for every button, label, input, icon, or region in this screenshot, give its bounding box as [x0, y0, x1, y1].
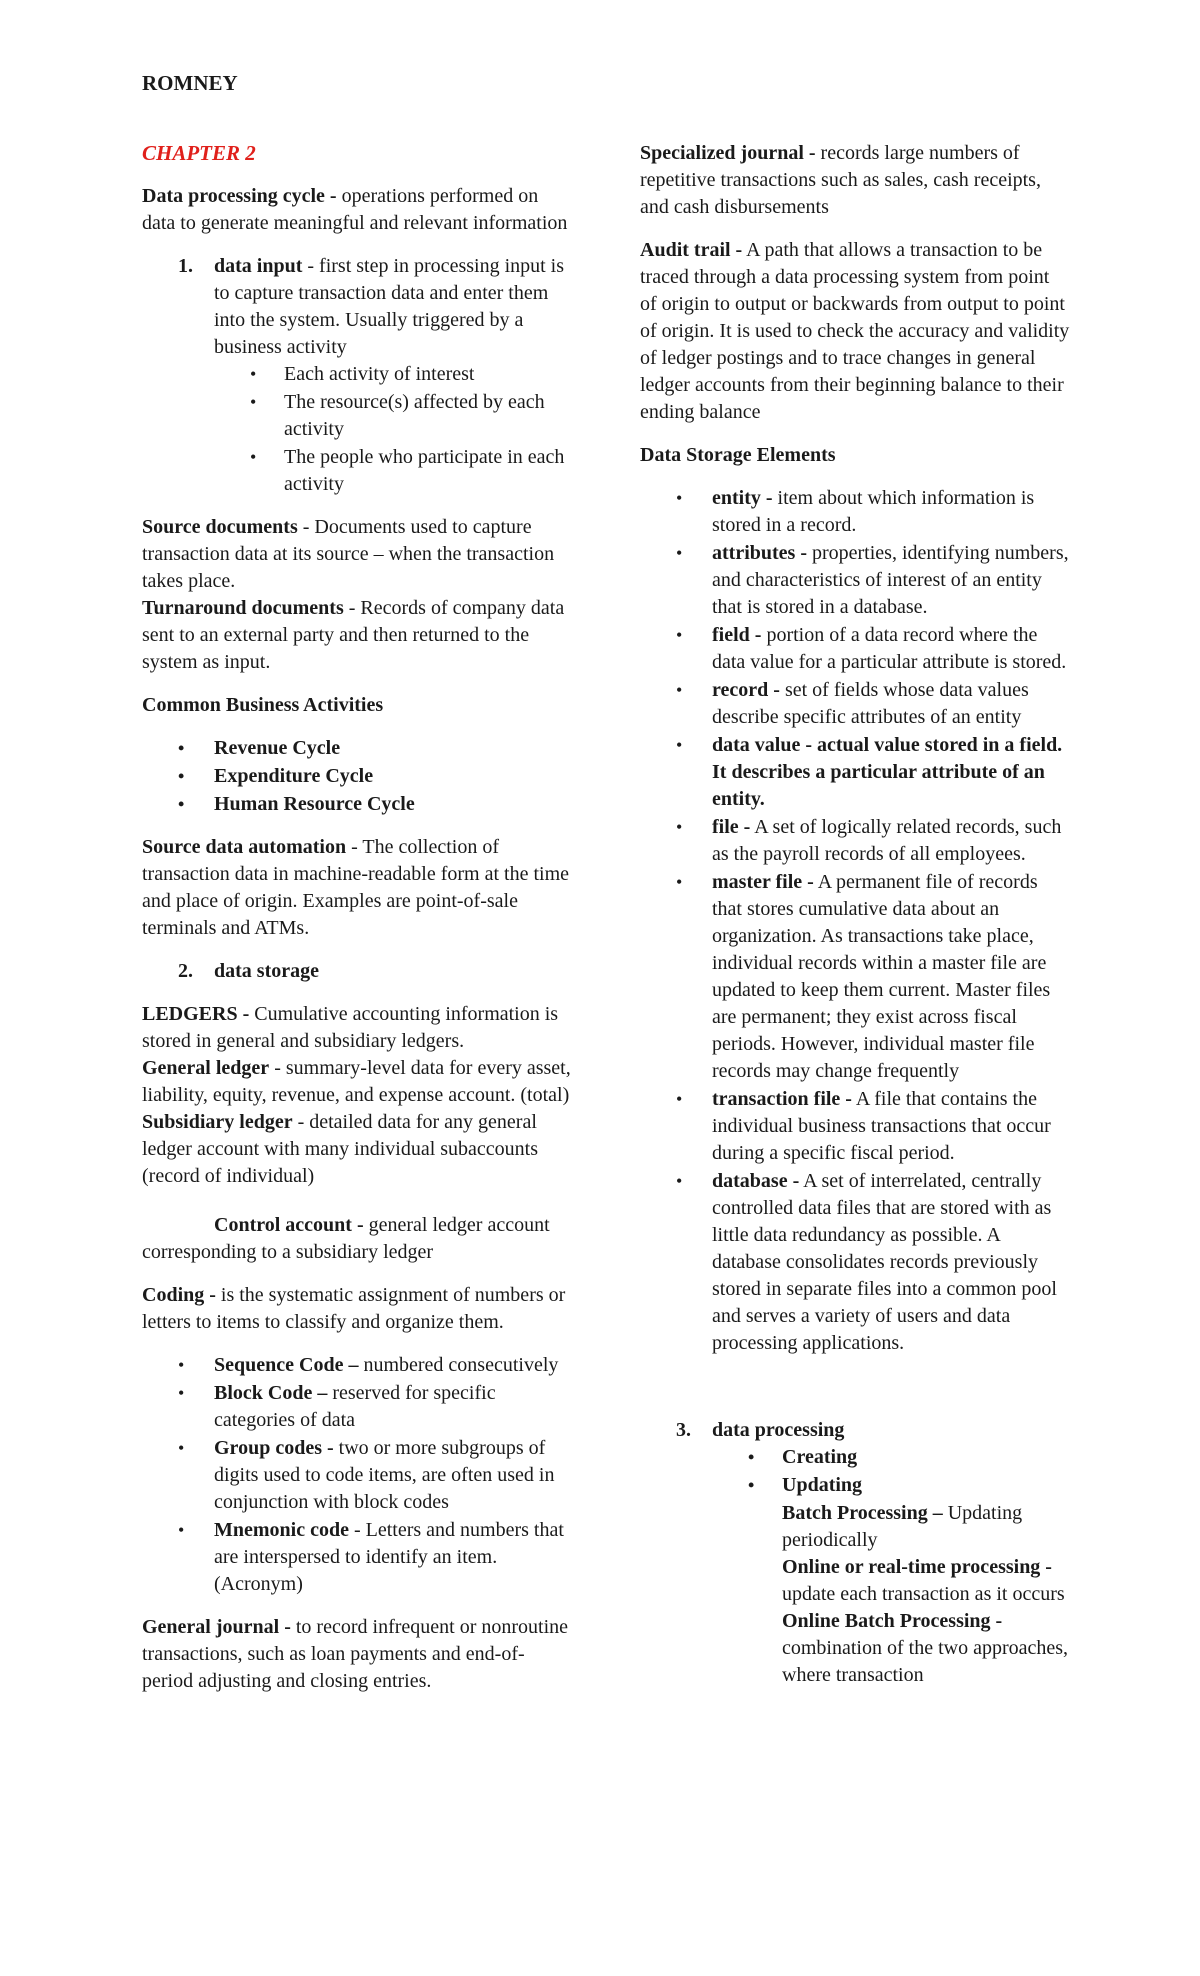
list-item: • attributes - properties, identifying numbers, and characteristics of interest of an entity that is stored in a database.	[640, 540, 1070, 621]
definition-subsidiary-ledger: Subsidiary ledger - detailed data for any general ledger account with many individual subaccounts (record of individual)	[142, 1111, 539, 1187]
left-column	[142, 140, 572, 1711]
list-item: • Each activity of interest	[142, 361, 572, 388]
list-item: • Human Resource Cycle	[142, 791, 572, 818]
list-item: • The people who participate in each activity	[142, 444, 572, 498]
page-header: ROMNEY	[142, 71, 238, 95]
list-item: • Mnemonic code - Letters and numbers that are interspersed to identify an item. (Acronym)	[142, 1517, 572, 1598]
list-item: • data value - actual value stored in a field. It describes a particular attribute of an entity.	[640, 732, 1070, 813]
definition-specialized-journal: Specialized journal - records large numbers of repetitive transactions such as sales, cash receipts, and cash disbursements	[640, 142, 1041, 218]
definition-general-ledger: General ledger - summary-level data for every asset, liability, equity, revenue, and expense account. (total)	[142, 1057, 571, 1106]
list-item: • master file - A permanent file of records that stores cumulative data about an organization. As transactions take place, individual records within a master file are updated to keep them current. Master files are permanent; they exist across fiscal periods. However, individual master file records may change frequently	[640, 869, 1070, 1085]
heading-data-storage-elements: Data Storage Elements	[640, 444, 836, 466]
definition-turnaround-documents: Turnaround documents - Records of company data sent to an external party and then returned to the system as input.	[142, 597, 565, 673]
list-item: • database - A set of interrelated, centrally controlled data files that are stored with as little data redundancy as possible. A database consolidates records previously stored in separate files into a common pool and serves a variety of users and data processing applications.	[640, 1168, 1070, 1357]
definition-audit-trail: Audit trail - A path that allows a transaction to be traced through a data processing system from point of origin to output or backwards from output to point of origin. It is used to check the accuracy and validity of ledger postings and to trace changes in general ledger accounts from their beginning balance to their ending balance	[640, 239, 1070, 423]
definition-general-journal: General journal - to record infrequent or nonroutine transactions, such as loan payments and end-of-period adjusting and closing entries.	[142, 1616, 569, 1692]
list-item: • Revenue Cycle	[142, 735, 572, 762]
definition-data-processing-cycle: Data processing cycle - operations performed on data to generate meaningful and relevant information	[142, 185, 568, 234]
heading-common-business-activities: Common Business Activities	[142, 694, 384, 716]
list-item: • Sequence Code – numbered consecutively	[142, 1352, 572, 1379]
right-column	[640, 140, 1070, 1689]
definition-source-documents: Source documents - Documents used to capture transaction data at its source – when the transaction takes place.	[142, 516, 555, 592]
definition-control-account: Control account - general ledger account corresponding to a subsidiary ledger	[142, 1214, 550, 1263]
definition-source-data-automation: Source data automation - The collection of transaction data in machine-readable form at the time and place of origin. Examples are point-of-sale terminals and ATMs.	[142, 836, 570, 939]
list-item: • transaction file - A file that contains the individual business transactions that occur during a specific fiscal period.	[640, 1086, 1070, 1167]
list-item: • Group codes - two or more subgroups of digits used to code items, are often used in conjunction with block codes	[142, 1435, 572, 1516]
list-item: • Creating	[640, 1444, 1070, 1471]
definition-batch-processing: Batch Processing – Updating periodically	[782, 1502, 1023, 1551]
list-item: • record - set of fields whose data values describe specific attributes of an entity	[640, 677, 1070, 731]
code-types-list	[142, 1352, 572, 1598]
data-input-bullet-list	[142, 361, 572, 498]
numbered-item-data-input: 1. data input - first step in processing input is to capture transaction data and enter them into the system. Usually triggered by a business activity	[178, 255, 565, 358]
definition-online-batch-processing: Online Batch Processing - combination of the two approaches, where transaction	[782, 1610, 1069, 1686]
definition-coding: Coding - is the systematic assignment of numbers or letters to items to classify and organize them.	[142, 1284, 566, 1333]
definition-online-processing: Online or real-time processing - update each transaction as it occurs	[782, 1556, 1065, 1605]
data-processing-bullet-list	[640, 1444, 1070, 1499]
list-item: • Block Code – reserved for specific categories of data	[142, 1380, 572, 1434]
definition-ledgers: LEDGERS - Cumulative accounting information is stored in general and subsidiary ledgers.	[142, 1003, 559, 1052]
business-activities-list	[142, 735, 572, 818]
list-item: • Updating	[640, 1472, 1070, 1499]
list-item: • field - portion of a data record where the data value for a particular attribute is stored.	[640, 622, 1070, 676]
list-item: • entity - item about which information is stored in a record.	[640, 485, 1070, 539]
list-item: • Expenditure Cycle	[142, 763, 572, 790]
list-item: • file - A set of logically related records, such as the payroll records of all employees.	[640, 814, 1070, 868]
numbered-item-data-storage: 2. data storage	[178, 960, 319, 982]
chapter-title: CHAPTER 2	[142, 141, 256, 165]
list-item: • The resource(s) affected by each activity	[142, 389, 572, 443]
numbered-item-data-processing: 3. data processing	[676, 1419, 845, 1441]
storage-elements-list	[640, 485, 1070, 1357]
